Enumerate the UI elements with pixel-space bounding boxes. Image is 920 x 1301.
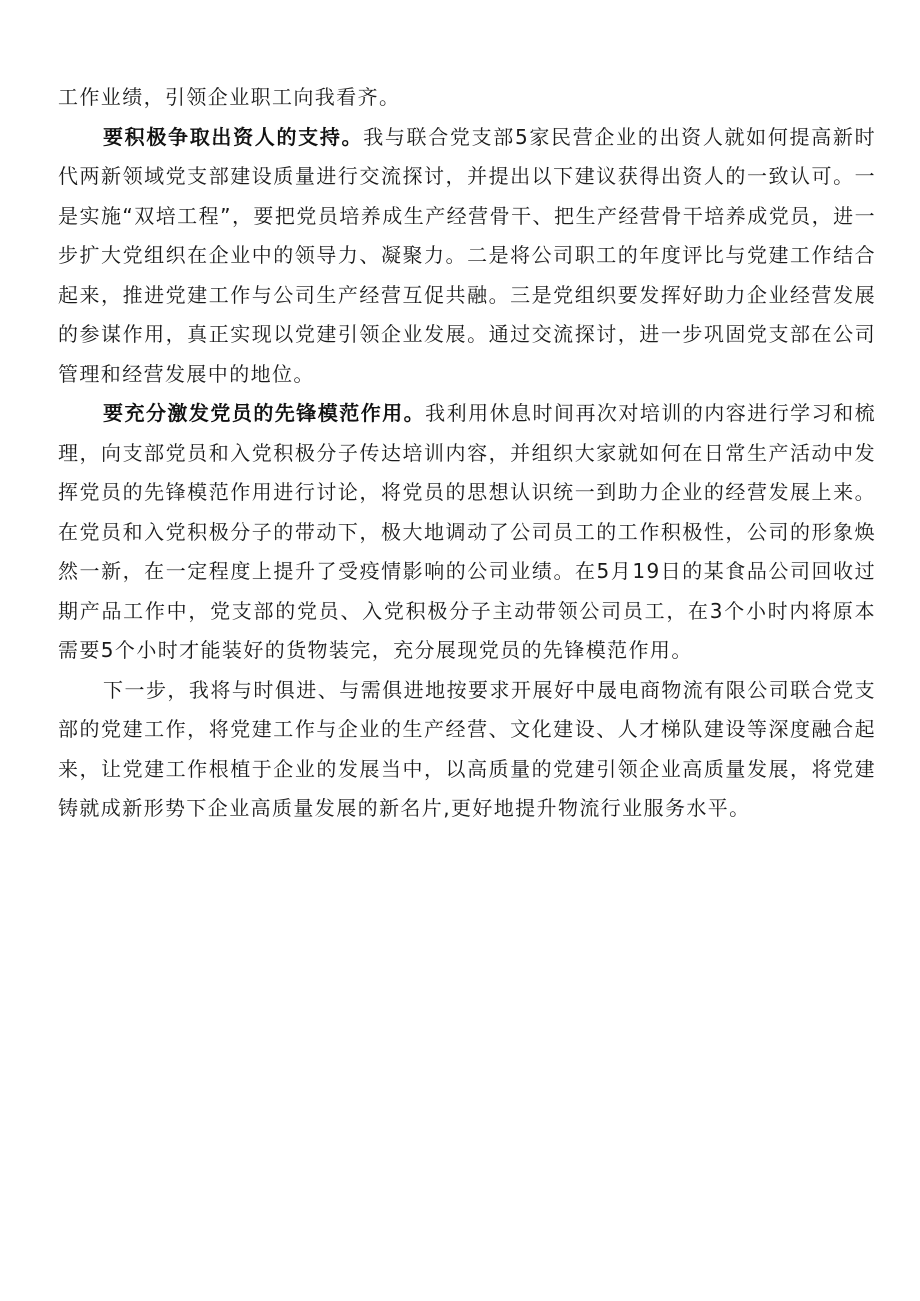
document-body — [58, 78, 876, 829]
paragraph-vanguard-role — [58, 394, 876, 671]
paragraph-heading: 要积极争取出资人的支持。 — [103, 124, 364, 149]
paragraph-text: 我利用休息时间再次对培训的内容进行学习和梳理，向支部党员和入党积极分子传达培训内容，并组织大家就如何在日常生产活动中发挥党员的先锋模范作用进行讨论，将党员的思想认识统一到助力企业的经营发展上来。在党员和入党积极分子的带动下，极大地调动了公司员工的工作积极性，公司的形象焕然一新，在一定程度上提升了受疫情影响的公司业绩。在5月19日的某食品公司回收过期产品工作中，党支部的党员、入党积极分子主动带领公司员工，在3个小时内将原本需要5个小时才能装好的货物装完，充分展现党员的先锋模范作用。 — [58, 401, 877, 662]
paragraph-continuation — [58, 78, 876, 118]
paragraph-text: 下一步，我将与时俱进、与需俱进地按要求开展好中晟电商物流有限公司联合党支部的党建工作，将党建工作与企业的生产经营、文化建设、人才梯队建设等深度融合起来，让党建工作根植于企业的发展当中，以高质量的党建引领企业高质量发展，将党建铸就成新形势下企业高质量发展的新名片,更好地提升物流行业服务水平。 — [58, 677, 876, 820]
paragraph-heading: 要充分激发党员的先锋模范作用。 — [103, 401, 426, 425]
paragraph-text: 工作业绩，引领企业职工向我看齐。 — [58, 85, 401, 109]
paragraph-investor-support — [58, 118, 876, 395]
paragraph-text: 我与联合党支部5家民营企业的出资人就如何提高新时代两新领域党支部建设质量进行交流探讨，并提出以下建议获得出资人的一致认可。一是实施“双培工程”，要把党员培养成生产经营骨干、把生产经营骨干培养成党员，进一步扩大党组织在企业中的领导力、凝聚力。二是将公司职工的年度评比与党建工作结合起来，推进党建工作与公司生产经营互促共融。三是党组织要发挥好助力企业经营发展的参谋作用，真正实现以党建引领企业发展。通过交流探讨，进一步巩固党支部在公司管理和经营发展中的地位。 — [58, 124, 876, 386]
paragraph-next-steps — [58, 671, 876, 829]
